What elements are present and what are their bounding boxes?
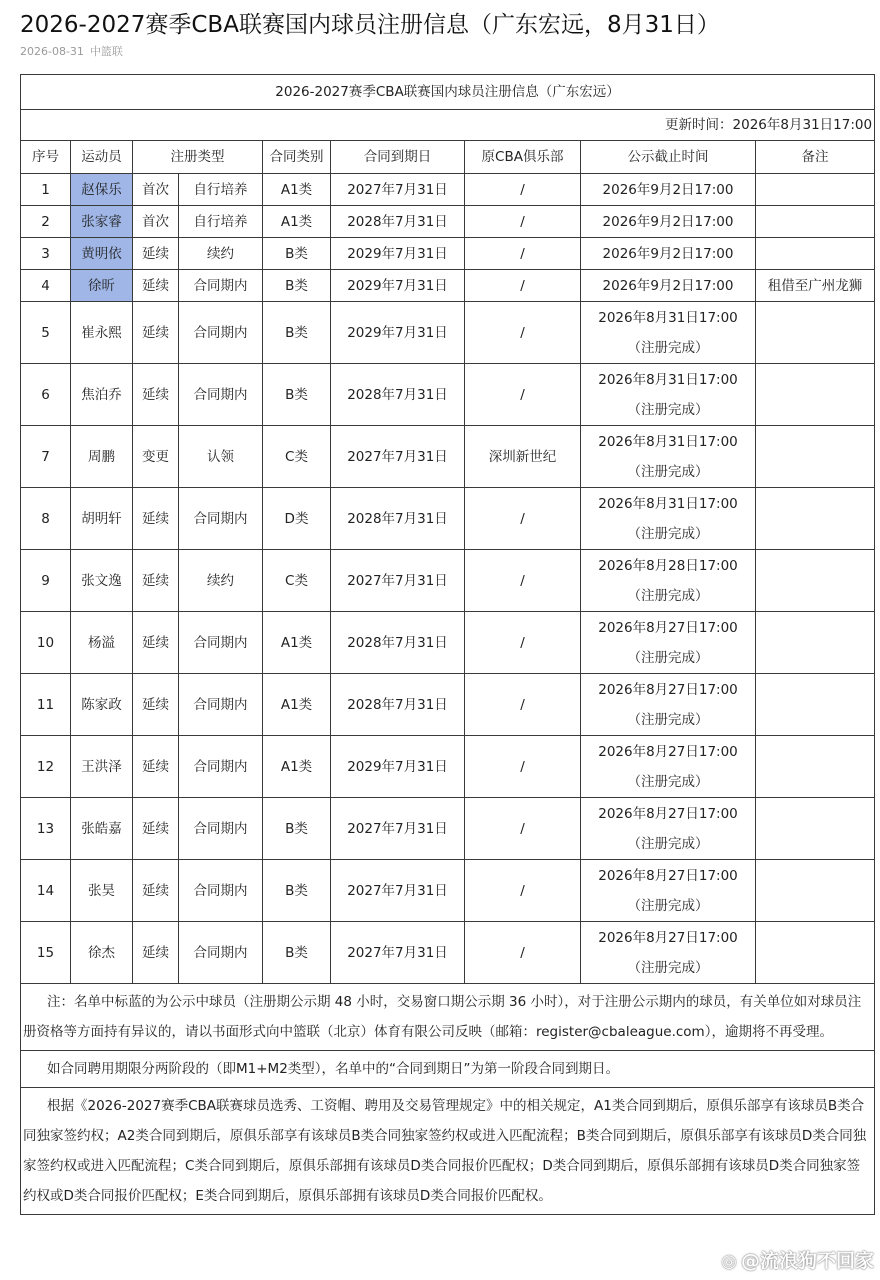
- cell-reg-type: 延续: [133, 674, 179, 736]
- registration-table: [20, 74, 875, 1215]
- cell-remark: [756, 206, 875, 238]
- cell-reg-subtype: 合同期内: [179, 798, 263, 860]
- article-meta: [20, 43, 129, 59]
- cell-no: 7: [21, 426, 71, 488]
- cell-contract-class: B类: [263, 270, 331, 302]
- cell-former-club: /: [465, 364, 581, 426]
- cell-no: 11: [21, 674, 71, 736]
- camera-icon: ◎: [721, 1251, 737, 1272]
- registration-status: （注册完成）: [627, 897, 709, 914]
- cell-no: 5: [21, 302, 71, 364]
- cell-reg-type: 延续: [133, 612, 179, 674]
- cell-contract-class: B类: [263, 798, 331, 860]
- cell-player: 焦泊乔: [71, 364, 133, 426]
- cell-contract-class: B类: [263, 922, 331, 984]
- cell-no: 4: [21, 270, 71, 302]
- cell-contract-class: A1类: [263, 206, 331, 238]
- registration-status: （注册完成）: [627, 463, 709, 480]
- cell-former-club: /: [465, 238, 581, 270]
- header-contract-class: 合同类别: [263, 141, 331, 174]
- cell-contract-class: B类: [263, 364, 331, 426]
- cell-player: 张文逸: [71, 550, 133, 612]
- watermark-text: @流浪狗不回家: [740, 1250, 874, 1272]
- cell-no: 14: [21, 860, 71, 922]
- table-row: [21, 426, 875, 488]
- deadline-time: 2026年8月31日17:00: [598, 371, 738, 388]
- deadline-time: 2026年9月2日17:00: [602, 277, 734, 294]
- cell-reg-type: 延续: [133, 922, 179, 984]
- deadline-time: 2026年8月31日17:00: [598, 309, 738, 326]
- cell-player: 黄明依: [71, 238, 133, 270]
- cell-contract-end: 2028年7月31日: [331, 364, 465, 426]
- cell-contract-class: C类: [263, 550, 331, 612]
- cell-remark: [756, 488, 875, 550]
- cell-no: 10: [21, 612, 71, 674]
- cell-former-club: /: [465, 674, 581, 736]
- cell-contract-end: 2027年7月31日: [331, 860, 465, 922]
- cell-contract-class: A1类: [263, 612, 331, 674]
- cell-reg-subtype: 合同期内: [179, 302, 263, 364]
- cell-publicity-deadline: [581, 270, 756, 302]
- cell-contract-end: 2028年7月31日: [331, 674, 465, 736]
- table-row: [21, 238, 875, 270]
- deadline-time: 2026年8月27日17:00: [598, 743, 738, 760]
- cell-remark: [756, 174, 875, 206]
- cell-player: 陈家政: [71, 674, 133, 736]
- cell-contract-end: 2029年7月31日: [331, 736, 465, 798]
- cell-contract-class: A1类: [263, 674, 331, 736]
- table-row: [21, 612, 875, 674]
- cell-reg-subtype: 合同期内: [179, 674, 263, 736]
- note-m1-m2-text: 如合同聘用期限分两阶段的（即M1+M2类型），名单中的“合同到期日”为第一阶段合同到期日。: [47, 1061, 620, 1077]
- cell-remark: [756, 238, 875, 270]
- cell-former-club: /: [465, 860, 581, 922]
- cell-contract-end: 2027年7月31日: [331, 174, 465, 206]
- table-header-row: [21, 141, 875, 174]
- cell-remark: [756, 922, 875, 984]
- table-row: [21, 736, 875, 798]
- cell-contract-end: 2027年7月31日: [331, 798, 465, 860]
- deadline-time: 2026年8月27日17:00: [598, 929, 738, 946]
- cell-contract-class: B类: [263, 860, 331, 922]
- cell-publicity-deadline: [581, 238, 756, 270]
- header-publicity-deadline: 公示截止时间: [581, 141, 756, 174]
- cell-contract-class: D类: [263, 488, 331, 550]
- deadline-time: 2026年8月27日17:00: [598, 867, 738, 884]
- cell-publicity-deadline: [581, 612, 756, 674]
- cell-player: 张皓嘉: [71, 798, 133, 860]
- deadline-time: 2026年8月27日17:00: [598, 805, 738, 822]
- table-row: [21, 302, 875, 364]
- cell-former-club: /: [465, 270, 581, 302]
- deadline-time: 2026年9月2日17:00: [602, 181, 734, 198]
- publish-date: 2026-08-31: [20, 45, 84, 58]
- note-m1-m2: [21, 1051, 875, 1088]
- cell-no: 8: [21, 488, 71, 550]
- cell-former-club: /: [465, 550, 581, 612]
- cell-former-club: /: [465, 736, 581, 798]
- cell-reg-type: 延续: [133, 302, 179, 364]
- cell-publicity-deadline: [581, 736, 756, 798]
- cell-reg-type: 延续: [133, 550, 179, 612]
- table-row: [21, 488, 875, 550]
- cell-no: 15: [21, 922, 71, 984]
- table-row: [21, 174, 875, 206]
- table-row: [21, 860, 875, 922]
- page-title: 2026-2027赛季CBA联赛国内球员注册信息（广东宏远，8月31日）: [20, 12, 720, 38]
- cell-publicity-deadline: [581, 798, 756, 860]
- cell-publicity-deadline: [581, 550, 756, 612]
- watermark: [721, 1246, 874, 1273]
- cell-contract-end: 2028年7月31日: [331, 488, 465, 550]
- deadline-time: 2026年8月31日17:00: [598, 433, 738, 450]
- table-row: [21, 270, 875, 302]
- cell-reg-subtype: 合同期内: [179, 612, 263, 674]
- cell-player: 崔永熙: [71, 302, 133, 364]
- note-objection: [21, 984, 875, 1051]
- cell-contract-end: 2027年7月31日: [331, 922, 465, 984]
- cell-former-club: /: [465, 174, 581, 206]
- cell-player: 赵保乐: [71, 174, 133, 206]
- deadline-time: 2026年8月28日17:00: [598, 557, 738, 574]
- cell-remark: [756, 736, 875, 798]
- deadline-time: 2026年8月27日17:00: [598, 681, 738, 698]
- update-time: 更新时间：2026年8月31日17:00: [21, 110, 875, 141]
- source-link[interactable]: 中篮联: [89, 45, 123, 58]
- cell-no: 12: [21, 736, 71, 798]
- cell-former-club: 深圳新世纪: [465, 426, 581, 488]
- cell-remark: [756, 426, 875, 488]
- note-contract-rules: [21, 1088, 875, 1215]
- cell-former-club: /: [465, 488, 581, 550]
- cell-reg-type: 延续: [133, 270, 179, 302]
- cell-contract-end: 2028年7月31日: [331, 612, 465, 674]
- header-reg-type: 注册类型: [133, 141, 263, 174]
- cell-contract-end: 2028年7月31日: [331, 206, 465, 238]
- cell-contract-class: B类: [263, 302, 331, 364]
- cell-former-club: /: [465, 798, 581, 860]
- cell-publicity-deadline: [581, 302, 756, 364]
- cell-reg-subtype: 续约: [179, 238, 263, 270]
- cell-publicity-deadline: [581, 488, 756, 550]
- registration-status: （注册完成）: [627, 339, 709, 356]
- note-contract-rules-text: 根据《2026-2027赛季CBA联赛球员选秀、工资帽、聘用及交易管理规定》中的相关规定，A1类合同到期后，原俱乐部享有该球员B类合同独家签约权；A2类合同到期后，原俱乐部享有该球员B类合同独家签约权或进入匹配流程；B类合同到期后，原俱乐部享有该球员D类合同独家签约权或进入匹配流程；C类合同到期后，原俱乐部拥有该球员D类合同报价匹配权；D类合同到期后，原俱乐部拥有该球员D类合同独家签约权或D类合同报价匹配权；E类合同到期后，原俱乐部拥有该球员D类合同报价匹配权。: [23, 1098, 867, 1204]
- cell-reg-subtype: 合同期内: [179, 860, 263, 922]
- cell-contract-class: A1类: [263, 736, 331, 798]
- cell-former-club: /: [465, 922, 581, 984]
- cell-player: 杨溢: [71, 612, 133, 674]
- cell-player: 徐昕: [71, 270, 133, 302]
- registration-status: （注册完成）: [627, 649, 709, 666]
- cell-reg-type: 延续: [133, 860, 179, 922]
- cell-remark: [756, 674, 875, 736]
- cell-no: 6: [21, 364, 71, 426]
- cell-publicity-deadline: [581, 174, 756, 206]
- cell-remark: [756, 302, 875, 364]
- cell-reg-type: 变更: [133, 426, 179, 488]
- cell-former-club: /: [465, 612, 581, 674]
- cell-reg-type: 延续: [133, 736, 179, 798]
- table-row: [21, 206, 875, 238]
- cell-no: 9: [21, 550, 71, 612]
- registration-status: （注册完成）: [627, 525, 709, 542]
- cell-contract-end: 2029年7月31日: [331, 302, 465, 364]
- table-row: [21, 922, 875, 984]
- registration-status: （注册完成）: [627, 401, 709, 418]
- cell-reg-subtype: 认领: [179, 426, 263, 488]
- cell-no: 13: [21, 798, 71, 860]
- deadline-time: 2026年8月27日17:00: [598, 619, 738, 636]
- cell-remark: [756, 364, 875, 426]
- cell-player: 胡明轩: [71, 488, 133, 550]
- table-caption: 2026-2027赛季CBA联赛国内球员注册信息（广东宏远）: [21, 75, 875, 110]
- cell-reg-subtype: 自行培养: [179, 206, 263, 238]
- cell-reg-subtype: 自行培养: [179, 174, 263, 206]
- registration-status: （注册完成）: [627, 835, 709, 852]
- cell-contract-end: 2029年7月31日: [331, 238, 465, 270]
- cell-reg-type: 延续: [133, 798, 179, 860]
- header-former-club: 原CBA俱乐部: [465, 141, 581, 174]
- cell-player: 王洪泽: [71, 736, 133, 798]
- header-player: 运动员: [71, 141, 133, 174]
- cell-reg-subtype: 合同期内: [179, 736, 263, 798]
- header-remark: 备注: [756, 141, 875, 174]
- cell-reg-subtype: 合同期内: [179, 270, 263, 302]
- cell-reg-type: 延续: [133, 364, 179, 426]
- deadline-time: 2026年8月31日17:00: [598, 495, 738, 512]
- table-row: [21, 550, 875, 612]
- cell-publicity-deadline: [581, 426, 756, 488]
- table-row: [21, 674, 875, 736]
- table-row: [21, 364, 875, 426]
- cell-contract-class: A1类: [263, 174, 331, 206]
- cell-former-club: /: [465, 302, 581, 364]
- cell-publicity-deadline: [581, 922, 756, 984]
- cell-remark: [756, 550, 875, 612]
- header-no: 序号: [21, 141, 71, 174]
- cell-remark: [756, 612, 875, 674]
- table-row: [21, 798, 875, 860]
- cell-player: 徐杰: [71, 922, 133, 984]
- cell-remark: [756, 798, 875, 860]
- header-contract-end: 合同到期日: [331, 141, 465, 174]
- cell-former-club: /: [465, 206, 581, 238]
- cell-player: 张昊: [71, 860, 133, 922]
- cell-publicity-deadline: [581, 860, 756, 922]
- cell-reg-type: 延续: [133, 238, 179, 270]
- deadline-time: 2026年9月2日17:00: [602, 213, 734, 230]
- cell-contract-end: 2029年7月31日: [331, 270, 465, 302]
- cell-remark: [756, 860, 875, 922]
- cell-player: 周鹏: [71, 426, 133, 488]
- cell-remark: 租借至广州龙狮: [756, 270, 875, 302]
- cell-no: 2: [21, 206, 71, 238]
- note-objection-text: 注：名单中标蓝的为公示中球员（注册期公示期 48 小时，交易窗口期公示期 36 小时），对于注册公示期内的球员，有关单位如对球员注册资格等方面持有异议的，请以书面形式向中篮联（北京）体育有限公司反映（邮箱：register@cbaleague.com），逾期将不再受理。: [23, 994, 862, 1040]
- cell-no: 3: [21, 238, 71, 270]
- cell-reg-subtype: 合同期内: [179, 922, 263, 984]
- cell-reg-type: 首次: [133, 174, 179, 206]
- cell-reg-subtype: 合同期内: [179, 488, 263, 550]
- registration-status: （注册完成）: [627, 587, 709, 604]
- cell-reg-subtype: 续约: [179, 550, 263, 612]
- cell-reg-subtype: 合同期内: [179, 364, 263, 426]
- cell-reg-type: 延续: [133, 488, 179, 550]
- cell-reg-type: 首次: [133, 206, 179, 238]
- cell-no: 1: [21, 174, 71, 206]
- cell-contract-class: B类: [263, 238, 331, 270]
- registration-status: （注册完成）: [627, 773, 709, 790]
- cell-contract-class: C类: [263, 426, 331, 488]
- registration-status: （注册完成）: [627, 959, 709, 976]
- cell-publicity-deadline: [581, 674, 756, 736]
- cell-publicity-deadline: [581, 206, 756, 238]
- registration-status: （注册完成）: [627, 711, 709, 728]
- deadline-time: 2026年9月2日17:00: [602, 245, 734, 262]
- cell-publicity-deadline: [581, 364, 756, 426]
- cell-contract-end: 2027年7月31日: [331, 426, 465, 488]
- cell-contract-end: 2027年7月31日: [331, 550, 465, 612]
- cell-player: 张家睿: [71, 206, 133, 238]
